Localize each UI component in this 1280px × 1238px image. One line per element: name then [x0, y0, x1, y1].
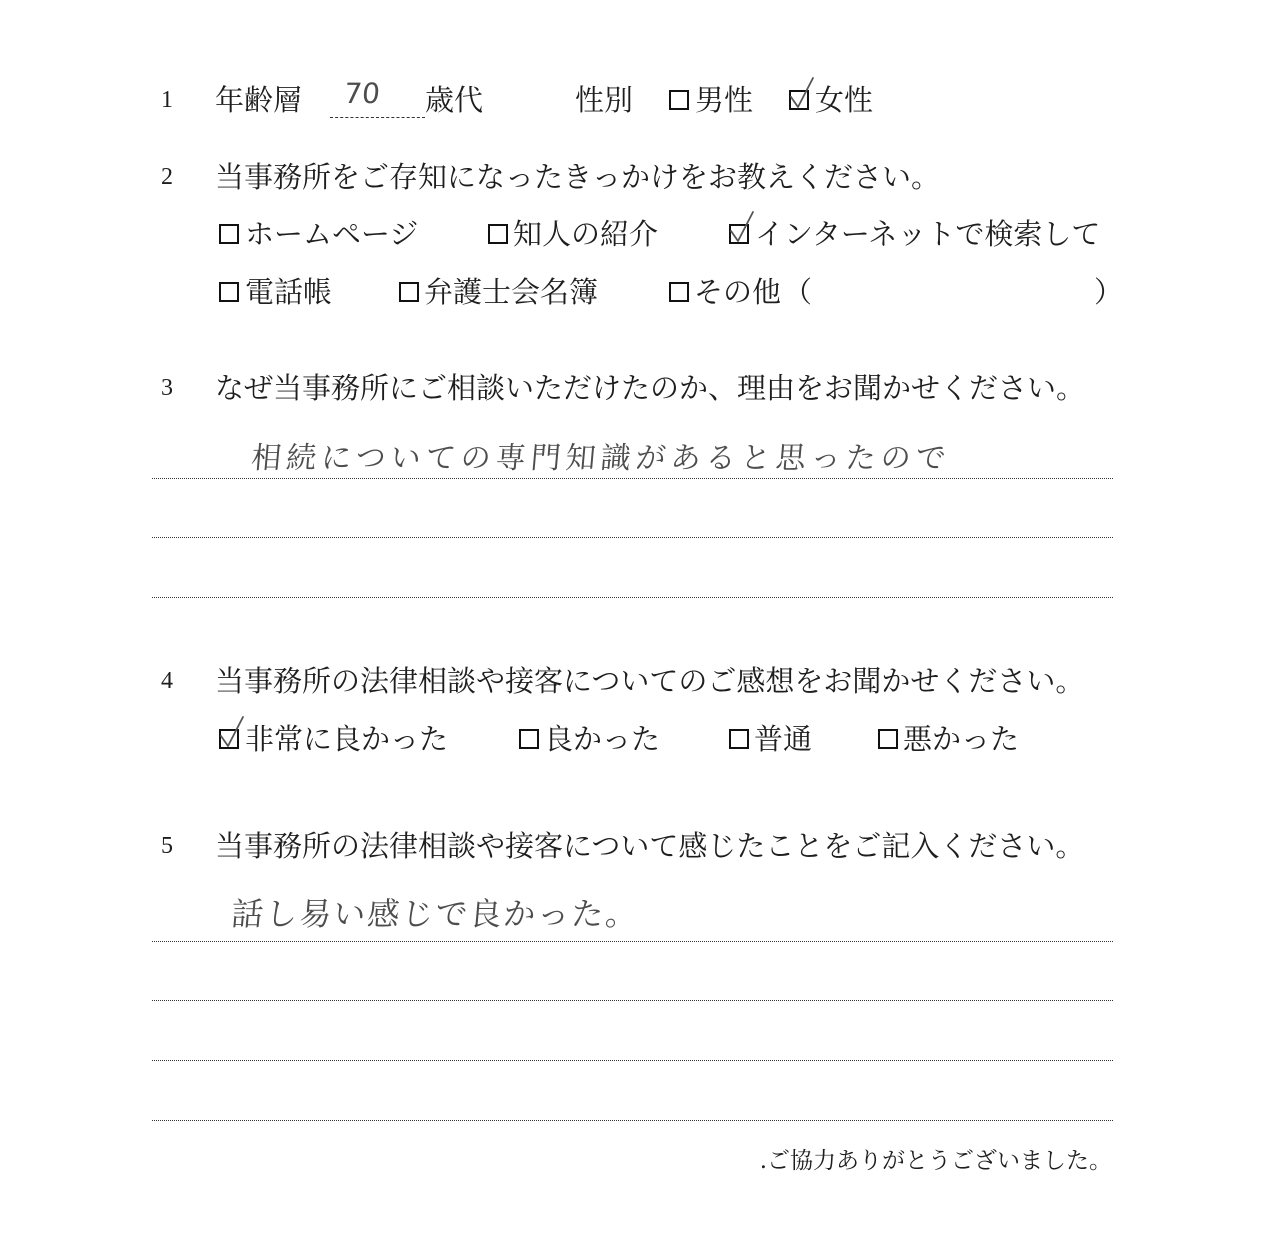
option-label-bad: 悪かった — [903, 722, 1020, 756]
age-handwritten-value: 70 — [342, 77, 382, 110]
option-label-very-good: 非常に良かった — [245, 722, 449, 756]
checkbox-bad — [878, 729, 898, 749]
checkbox-good — [519, 729, 539, 749]
checkbox-homepage — [219, 224, 239, 244]
question-number: 4 — [161, 668, 173, 694]
question-number: 1 — [161, 87, 173, 113]
answer-line — [152, 941, 1113, 942]
option-label-bar-directory: 弁護士会名簿 — [424, 275, 599, 309]
age-unit: 歳代 — [425, 83, 484, 117]
option-label-internet-search: インターネットで検索して — [755, 217, 1101, 251]
question-number: 3 — [161, 375, 173, 401]
check-mark-icon — [788, 75, 818, 113]
checkbox-average — [729, 729, 749, 749]
option-label-homepage: ホームページ — [245, 217, 419, 251]
other-open-paren: （ — [783, 275, 813, 309]
check-mark-icon — [218, 714, 248, 752]
option-label-phonebook: 電話帳 — [245, 275, 333, 309]
other-close-paren: ） — [1094, 275, 1124, 309]
option-label-other: その他 — [694, 275, 782, 309]
answer-line — [152, 1120, 1113, 1121]
checkbox-bar-directory — [399, 282, 419, 302]
option-label-good: 良かった — [544, 722, 661, 756]
answer-line — [152, 478, 1113, 479]
option-label-male: 男性 — [695, 83, 754, 117]
checkbox-other — [669, 282, 689, 302]
option-label-female: 女性 — [815, 83, 874, 117]
check-mark-icon — [728, 209, 758, 247]
handwritten-answer: 相続についての専門知識があると思ったので — [249, 441, 953, 476]
checkbox-very-good — [219, 729, 239, 749]
age-label: 年齢層 — [215, 83, 303, 117]
checkbox-female — [789, 90, 809, 110]
answer-line — [152, 597, 1113, 598]
question-number: 5 — [161, 833, 173, 859]
option-label-acquaintance: 知人の紹介 — [513, 217, 659, 251]
question-number: 2 — [161, 164, 173, 190]
answer-line — [152, 1000, 1113, 1001]
checkbox-phonebook — [219, 282, 239, 302]
answer-line — [152, 1060, 1113, 1061]
answer-line — [152, 537, 1113, 538]
question-text: 当事務所の法律相談や接客についてのご感想をお聞かせください。 — [215, 664, 1085, 698]
handwritten-answer: 話し易い感じで良かった。 — [229, 895, 642, 933]
checkbox-male — [669, 90, 689, 110]
gender-label: 性別 — [575, 83, 634, 117]
option-label-average: 普通 — [754, 722, 813, 756]
question-text: 当事務所をご存知になったきっかけをお教えください。 — [215, 160, 941, 194]
checkbox-acquaintance — [488, 224, 508, 244]
question-text: なぜ当事務所にご相談いただけたのか、理由をお聞かせください。 — [215, 371, 1086, 405]
checkbox-internet-search — [729, 224, 749, 244]
question-text: 当事務所の法律相談や接客について感じたことをご記入ください。 — [215, 829, 1085, 863]
closing-thanks: .ご協力ありがとうございました。 — [759, 1148, 1112, 1174]
age-underline — [330, 117, 425, 118]
